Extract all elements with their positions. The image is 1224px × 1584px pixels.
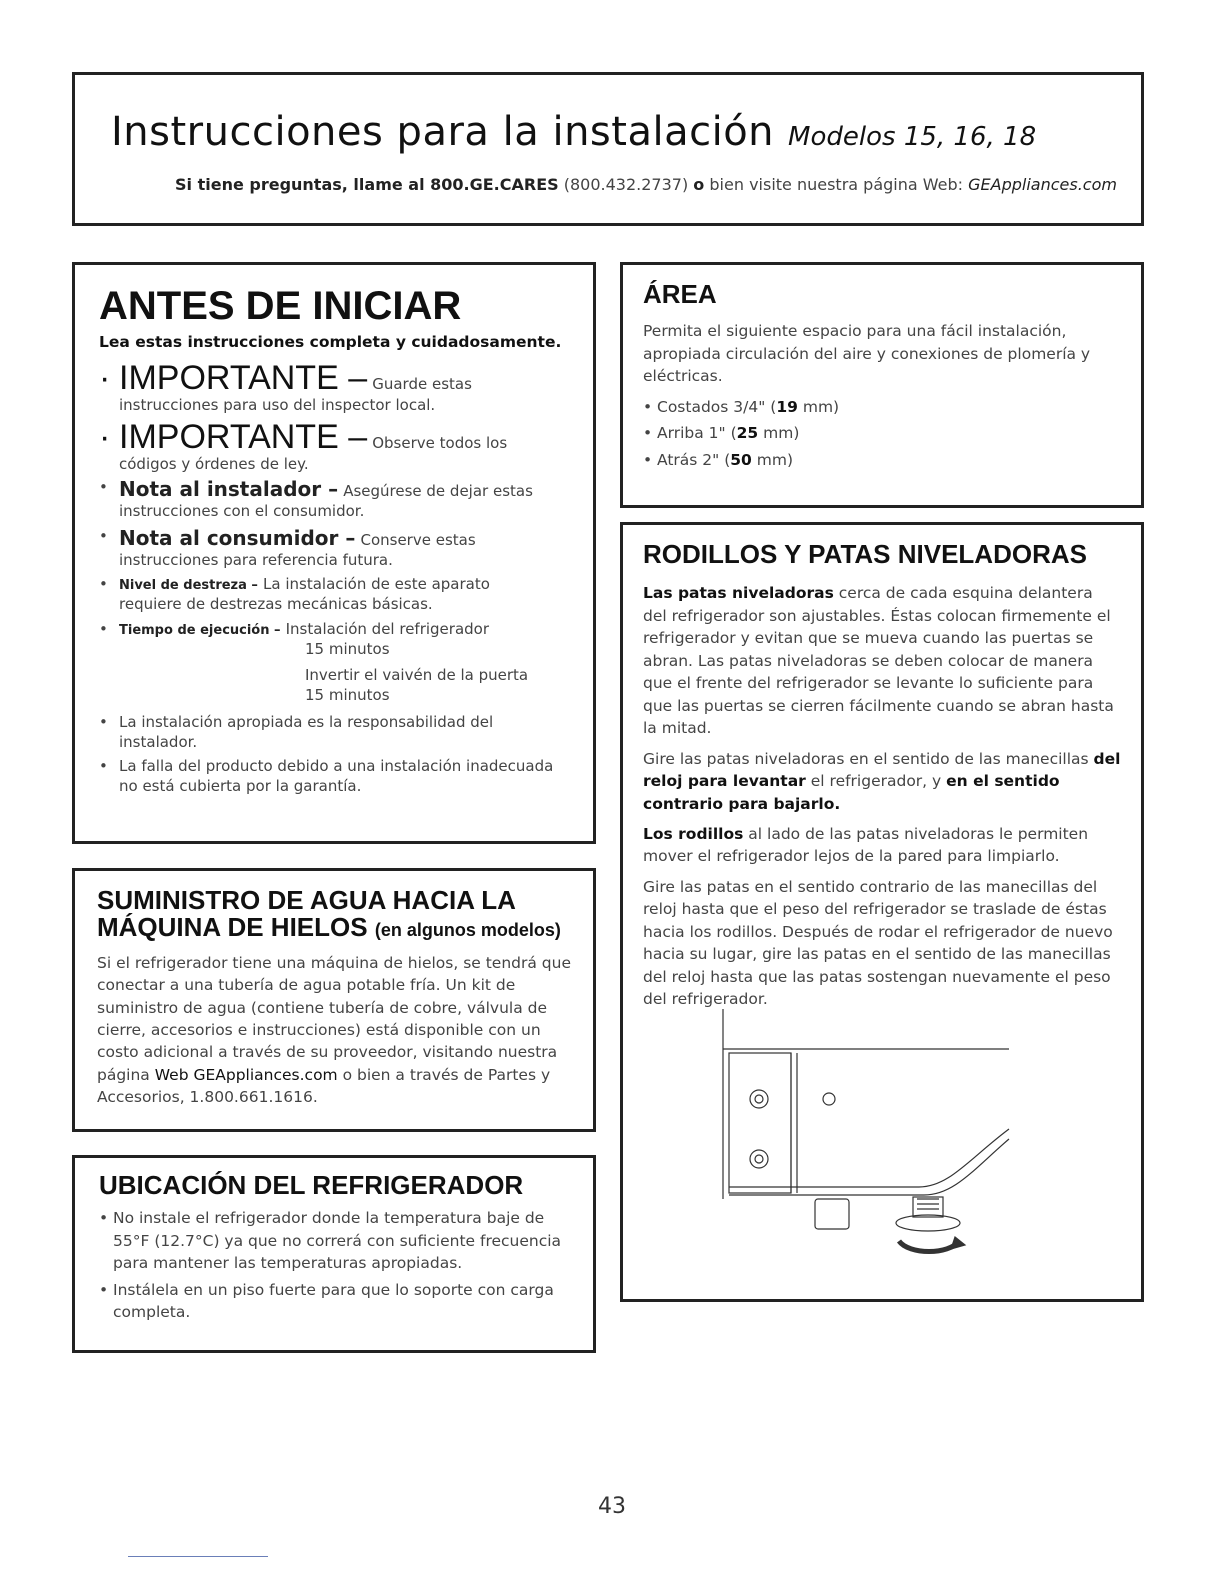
list-item [643,422,1121,444]
bullet: • [99,526,108,545]
importante-text: Observe todos los [372,434,508,452]
nota-label: Nota al instalador – [119,477,339,501]
nivel-text: La instalación de este aparato [263,575,490,593]
bullet: · [99,359,111,397]
rodillos-p1 [643,582,1121,739]
nota-consumidor [99,526,569,571]
contact-line [175,175,1117,194]
antes-title: ANTES DE INICIAR [99,284,462,328]
contact-or: o [693,175,705,194]
agua-title [97,887,571,942]
rodillos-section [620,522,1144,1302]
nivel-cont: requiere de destrezas mecánicas básicas. [119,595,433,614]
leveling-leg-diagram [719,1009,1019,1279]
list-item [643,449,1121,471]
bracket-plate [729,1053,791,1193]
nota-instalador [99,477,569,522]
screw-center [755,1095,763,1103]
area-intro: Permita el siguiente espacio para una fácil instalación, apropiada circulación del aire y conexiones de plomería y eléctricas. [643,322,1091,386]
bullet: • [99,575,108,593]
screw-icon [750,1090,768,1108]
screw-icon-2 [823,1093,835,1105]
ubicacion-section [72,1155,596,1353]
area-list [643,396,1121,471]
bullet: • [643,397,653,416]
p1-bold: Las patas niveladoras [643,584,834,603]
rodillos-p3 [643,823,1121,868]
tiempo-text-2: Invertir el vaivén de la puerta [305,666,529,684]
header-box [72,72,1144,226]
rodillos-p2 [643,748,1121,815]
bullet: • [99,619,108,638]
p1-text: cerca de cada esquina delantera del refrigerador son ajustables. Éstas colocan firmemente el refrigerador y evitan que se mueva cuando las puertas se abran. Las patas niveladoras se deben colocar de manera que el frente del refrigerador se levante lo suficiente para que las puertas se cierren fácilmente cuando se abran hasta la mitad. [643,584,1114,738]
tiempo-min-2: 15 minutos [305,686,390,705]
bullet: • [99,757,108,775]
bullet: · [99,418,111,456]
base-curve [729,1129,1009,1187]
tiempo-ejecucion [99,619,569,706]
agua-body [97,952,571,1109]
importante-1 [99,359,569,414]
p2-bold-1: del reloj para levantar [643,749,1121,791]
p2-bold-2: en el sentido contrario para bajarlo. [643,772,1060,813]
page-number: 43 [598,1494,626,1519]
nota-cont: instrucciones para referencia futura. [119,550,393,569]
arrow-head-icon [951,1237,965,1249]
p3-bold: Los rodillos [643,824,744,843]
costados-pre: Costados 3/4" ( [657,397,777,416]
garantia [99,756,569,797]
contact-mid: bien visite nuestra página Web: [709,175,964,194]
rotation-arrow-icon [899,1241,959,1252]
roller-icon [815,1199,849,1229]
atras-value: 50 [730,450,752,469]
screw-icon-3 [750,1150,768,1168]
p3-text: al lado de las patas niveladoras le permiten mover el refrigerador lejos de la pared para limpiarlo. [643,824,1089,866]
tiempo-label: Tiempo de ejecución – [119,622,281,638]
nota-cont: instrucciones con el consumidor. [119,502,365,521]
falla-text: La falla del producto debido a una instalación inadecuada no está cubierta por la garantía. [119,757,554,796]
list-item [99,1279,569,1324]
ubicacion-item-1: No instale el refrigerador donde la temperatura baje de 55°F (12.7°C) ya que no correrá con suficiente frecuencia para mantener las temperaturas apropiadas. [113,1209,562,1273]
agua-web-link[interactable]: Web GEAppliances.com [154,1065,338,1084]
nota-text: Asegúrese de dejar estas [343,482,533,500]
unit-close: mm) [758,424,800,443]
page-title [111,109,1036,155]
bullet: • [643,424,653,443]
list-item [99,1207,569,1274]
responsabilidad [99,712,569,753]
ubicacion-list [99,1207,569,1323]
nota-text: Conserve estas [360,530,476,549]
footer-line [128,1556,268,1557]
agua-subtitle: (en algunos modelos) [374,920,561,941]
importante-label: IMPORTANTE – [119,418,368,456]
unit-close: mm) [751,450,793,469]
nivel-label: Nivel de destreza – [119,578,258,593]
rodillos-title: RODILLOS Y PATAS NIVELADORAS [643,539,1087,569]
p2-pre: Gire las patas niveladoras en el sentido de las manecillas [643,749,1089,768]
nivel-destreza [99,574,569,615]
tiempo-min-1: 15 minutos [305,639,390,658]
ubicacion-item-2: Instálela en un piso fuerte para que lo soporte con carga completa. [113,1280,554,1322]
resp-text: La instalación apropiada es la responsabilidad del instalador. [119,712,494,751]
agua-section [72,868,596,1132]
list-item [643,396,1121,418]
bullet: • [99,1209,109,1228]
area-section [620,262,1144,508]
unit-close: mm) [797,397,840,416]
rodillos-p4: Gire las patas en el sentido contrario de las manecillas del reloj hasta que el peso del refrigerador se traslade de éstas hacia los rodillos. Después de rodar el refrigerador de nuevo hacia su lugar, gire las patas en el sentido de las manecillas del reloj hasta que las patas sostengan nuevamente el peso del refrigerador. [643,877,1113,1009]
contact-prefix: Si tiene preguntas, llame al 800.GE.CARES [175,175,559,194]
arriba-pre: Arriba 1" ( [657,424,737,443]
atras-pre: Atrás 2" ( [657,450,731,469]
importante-2 [99,418,569,473]
p2-mid: el refrigerador, y [810,772,942,791]
importante-label: IMPORTANTE – [119,359,368,397]
nota-label: Nota al consumidor – [119,525,356,550]
title-models: Modelos 15, 16, 18 [788,122,1037,152]
antes-section [72,262,596,844]
bullet: • [643,450,653,469]
importante-text: Guarde estas [372,375,472,393]
antes-lead: Lea estas instrucciones completa y cuidadosamente. [99,333,562,351]
contact-site-link[interactable]: GEAppliances.com [968,175,1117,194]
bullet: • [99,478,108,496]
bullet: • [99,712,108,731]
agua-body-pre: Si el refrigerador tiene una máquina de hielos, se tendrá que conectar a una tubería de agua potable fría. Un kit de suministro de agua (contiene tubería de cobre, válvula de cierre, accesorios e instrucciones) está disponible con un costo adicional a través de su proveedor, visitando nuestra página [97,953,572,1084]
leg-thread [913,1197,943,1217]
costados-value: 19 [776,397,798,416]
importante-cont: códigos y órdenes de ley. [119,455,309,473]
screw-center-3 [755,1155,763,1163]
contact-phone: (800.432.2737) [563,175,689,194]
tiempo-text: Instalación del refrigerador [285,619,490,638]
agua-body-post: o bien a través de Partes y Accesorios, 1.800.661.1616. [97,1065,551,1107]
agua-title-text: SUMINISTRO DE AGUA HACIA LA MÁQUINA DE HIELOS [97,885,515,943]
bullet: • [99,1280,109,1299]
title-main: Instrucciones para la instalación [111,109,775,155]
arriba-value: 25 [736,424,759,443]
ubicacion-title: UBICACIÓN DEL REFRIGERADOR [99,1170,524,1200]
area-title: ÁREA [643,279,717,309]
importante-cont: instrucciones para uso del inspector local. [119,396,436,414]
